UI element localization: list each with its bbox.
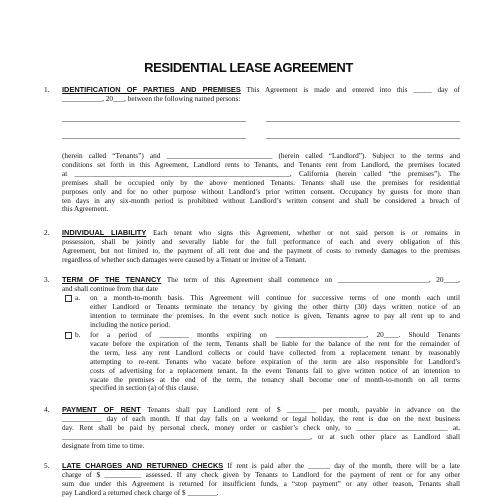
option-a-checkbox[interactable]: [65, 295, 72, 302]
section-individual-liability: 2. INDIVIDUAL LIABILITY Each tenant who signs this Agreement, whether or not said person is or remains in possession, shall be jointly and severally liable for the full performance of each and every obligation of this Agreement, but not limited to, the payment of all rent due and the payment of costs to remedy damages to the premises regardless of whether such damages were caused by a Tenant or invitee of a Tenant.: [44, 228, 460, 264]
section-heading: IDENTIFICATION OF PARTIES AND PREMISES: [62, 85, 241, 94]
section-line: IDENTIFICATION OF PARTIES AND PREMISES This Agreement is made and entered into this _____ day of: [62, 85, 460, 94]
section-late-charges: 5. LATE CHARGES AND RETURNED CHECKS If rent is paid after the ______ day of the month, there will be a late charge of $ __________ assessed. If any check given by Tenants to Landlord for the payment of rent or for any other sum due under this Agreement is returned for insufficient funds, a “stop payment” or any other reason, Tenants shall pay Landlord a returned check charge of $ ________.: [44, 461, 460, 497]
document-title: RESIDENTIAL LEASE AGREEMENT: [144, 60, 353, 75]
section-payment-of-rent: 4. PAYMENT OF RENT Tenants shall pay Landlord rent of $ ________ per month, payable in advance on the ___________ day of each month. If that day falls on a weekend or legal holiday, the rent is due on the next business day. Rent shall be paid by personal check, money order or cashier’s check only, to _________________________ at, ____________________________________________________________________, or at such other place as Landlord shall designate from time to time.: [44, 405, 460, 450]
section-heading: TERM OF THE TENANCY: [62, 275, 162, 284]
section-number: 3.: [44, 275, 50, 284]
section-number: 4.: [44, 405, 50, 414]
option-b-checkbox[interactable]: [65, 332, 72, 339]
section-identification: [44, 85, 460, 104]
option-label: b.: [75, 330, 81, 339]
name-line[interactable]: [266, 138, 460, 139]
option-label: a.: [75, 293, 81, 302]
section-heading: LATE CHARGES AND RETURNED CHECKS: [62, 461, 224, 470]
section-line: ___________, 20___, between the following named persons:: [62, 93, 241, 103]
section-identification-body: (herein called “Tenants”) and _____________________________ (herein called “Landlord”). Subject to the terms and conditions set forth in this Agreement, Landlord rents to Tenants, and Tenants rent from Landlord, the premises located at ___________________________________________________________, California (herein called “the premises”). The premises shall be occupied only by the above mentioned Tenants. Tenants shall use the premises for residential purposes only and for no other purpose without Landlord’s prior written consent. Occupancy by guests for more than ten days in any six-month period is prohibited without Landlord’s written consent and shall be considered a breach of this Agreement.: [62, 151, 460, 214]
section-term-of-tenancy: 3. TERM OF THE TENANCY The term of this Agreement shall commence on _________________________, 20____, and shall continue from that date: [44, 275, 460, 293]
section-number: 2.: [44, 228, 50, 237]
term-option-b: b. for a period of ________ months expiring on _________________________, 20____. Should Tenants vacate before the expiration of the term, Tenants shall be liable for the balance of the rent for the remainder of the term, less any rent Landlord collects or could have collected from a replacement tenant by reasonably attempting to re-rent. Tenants who vacate before expiration of the term are also responsible for Landlord’s costs of advertising for a replacement tenant. In the event Tenants fail to give written notice of an intention to vacate the premises at the end of the term, the tenancy shall become one of month-to-month on all terms specified in section (a) of this clause.: [80, 331, 460, 393]
term-option-a: a. on a month-to-month basis. This Agreement will continue for successive terms of one month each until either Landlord or Tenants terminate the tenancy by giving the other thirty (30) days written notice of an intention to terminate the premises. In the event such notice is given, Tenants agree to pay all rent up to and including the notice period.: [80, 294, 460, 330]
name-line[interactable]: [62, 138, 246, 139]
section-heading: INDIVIDUAL LIABILITY: [62, 228, 147, 237]
name-line[interactable]: [266, 121, 460, 122]
name-line[interactable]: [62, 121, 246, 122]
section-number: 5.: [44, 461, 50, 470]
section-number: 1.: [44, 85, 50, 94]
section-heading: PAYMENT OF RENT: [62, 405, 141, 414]
